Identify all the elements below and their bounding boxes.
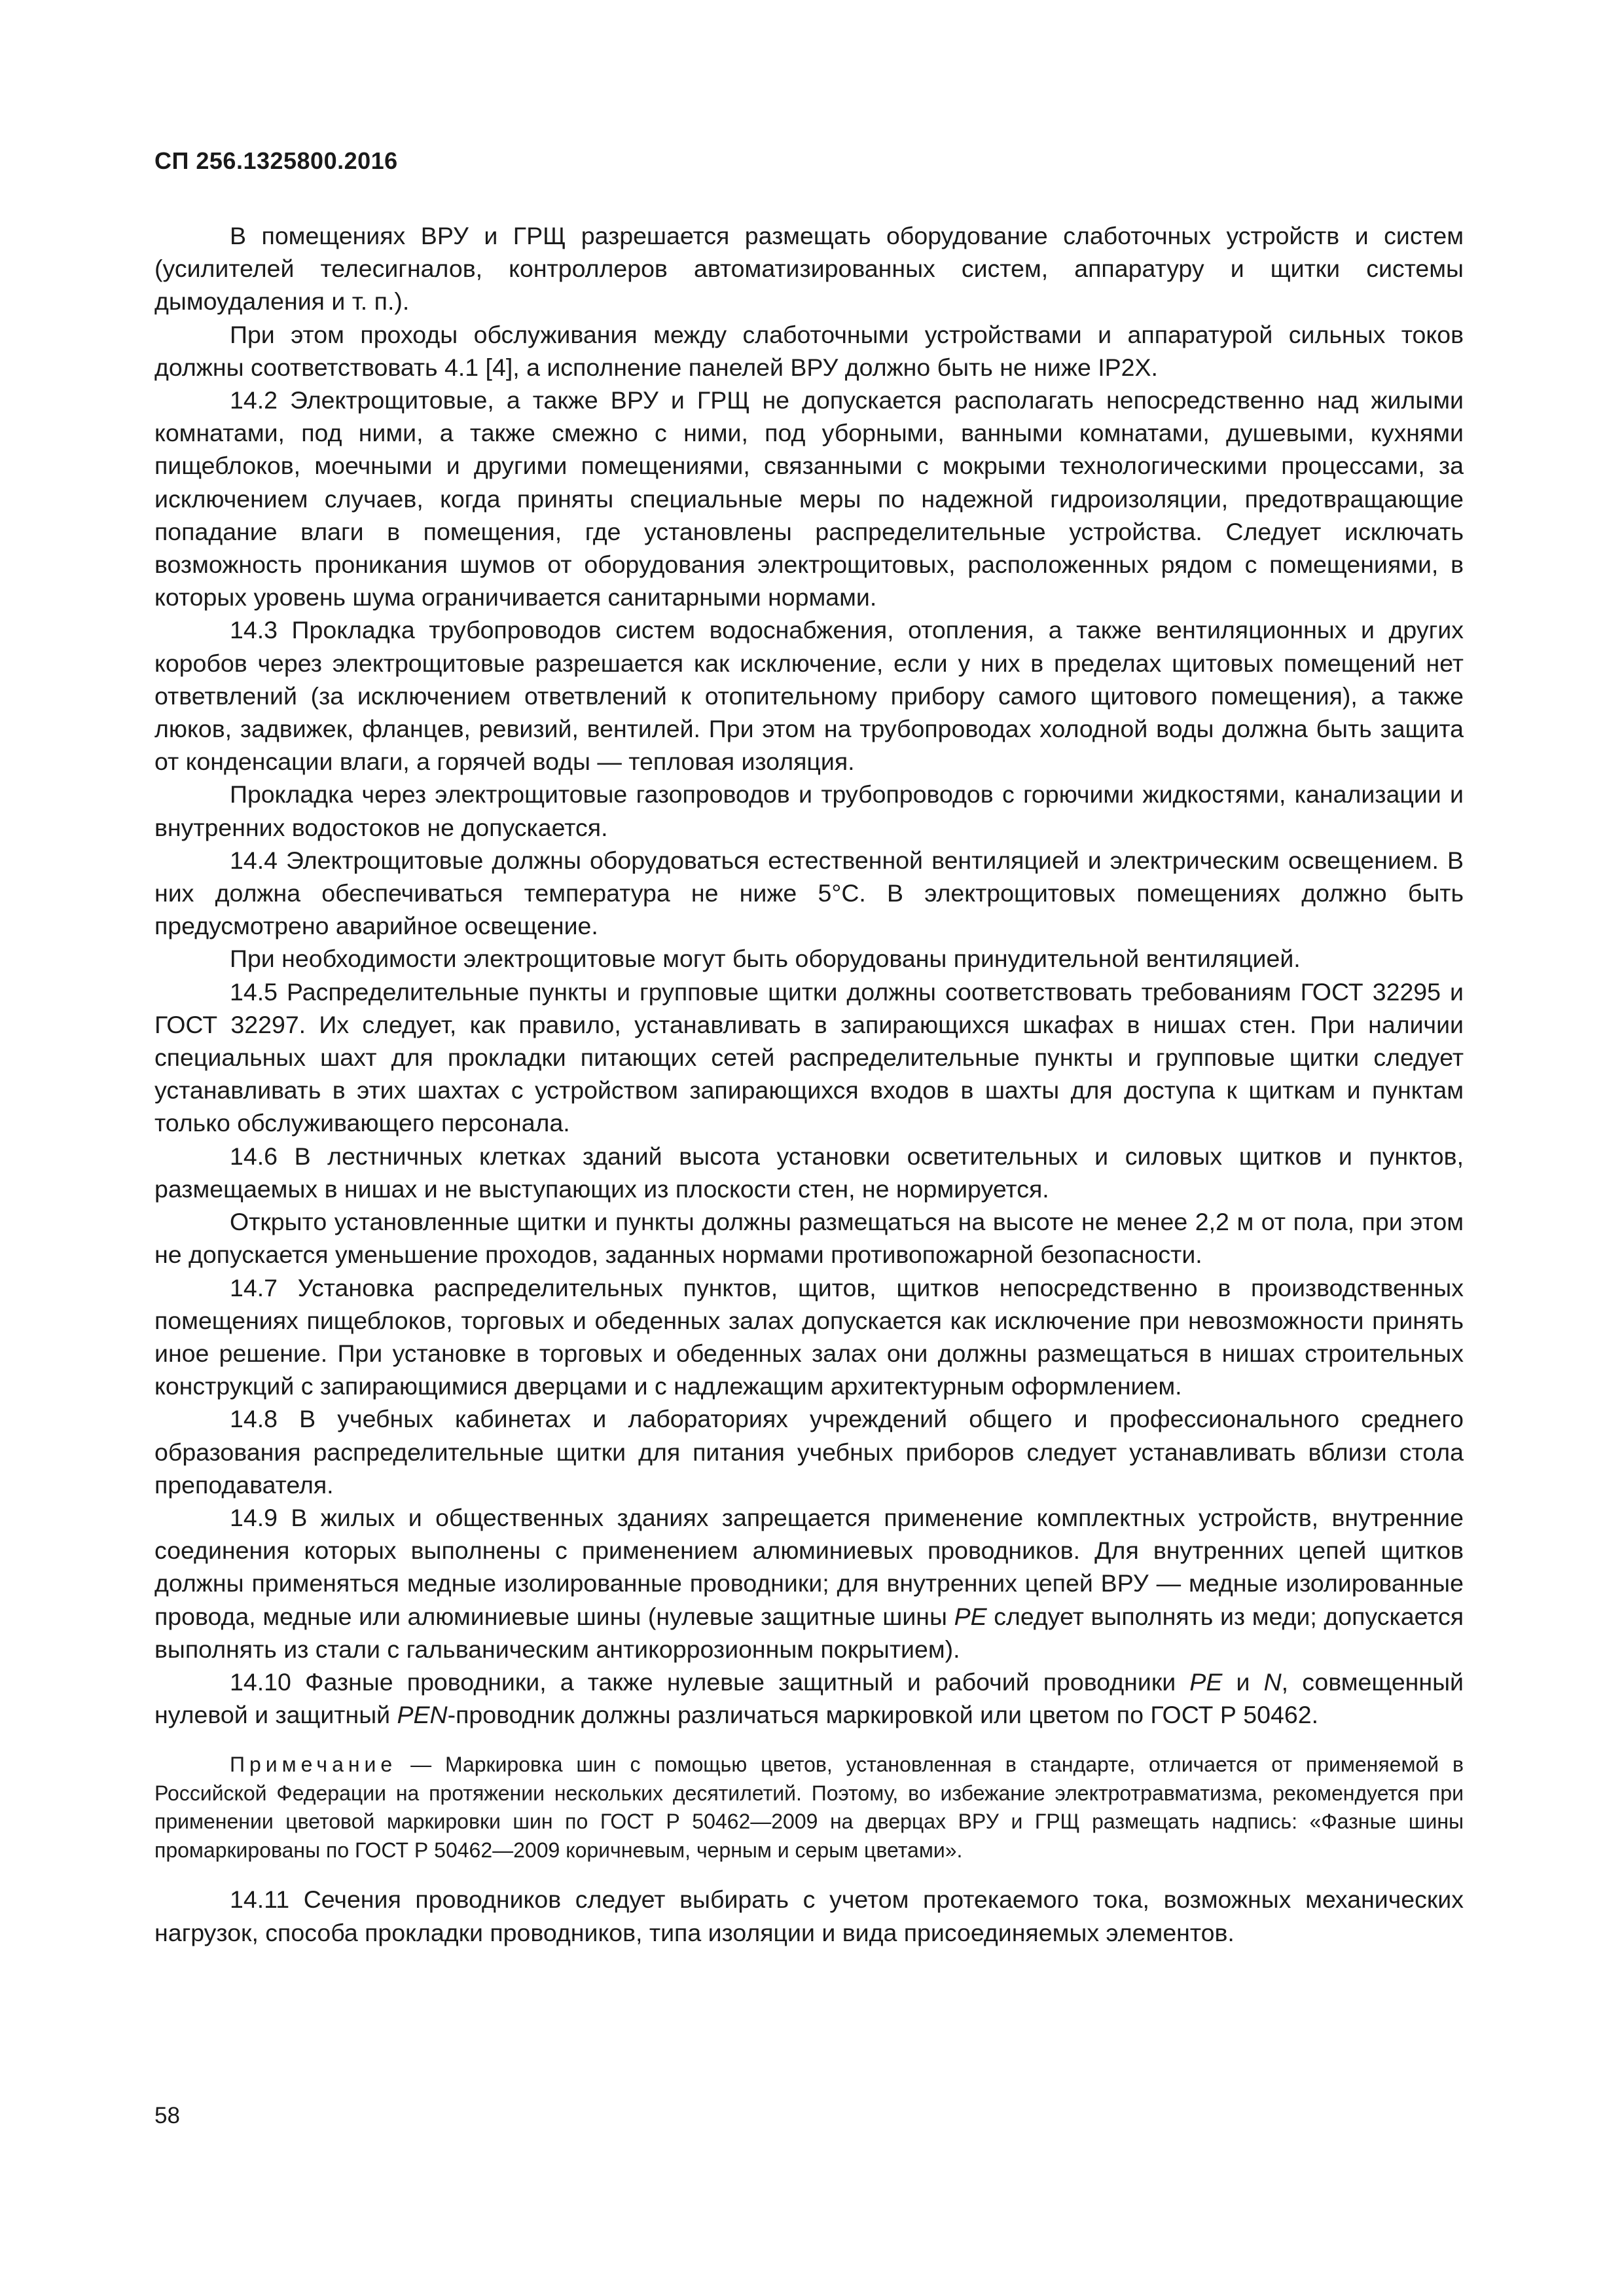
paragraph-14-11: 14.11 Сечения проводников следует выбирать с учетом протекаемого тока, возможных механических нагрузок, способа прокладки проводников, типа изоляции и вида присоединяемых элементов. bbox=[154, 1886, 1464, 1946]
pe-term: PE bbox=[954, 1602, 987, 1630]
paragraph-text: -проводник должны различаться маркировкой или цветом по ГОСТ Р 50462. bbox=[447, 1701, 1318, 1729]
paragraph: При этом проходы обслуживания между слаботочными устройствами и аппаратурой сильных токов должны соответствовать 4.1 [4], а исполнение панелей ВРУ должно быть не ниже IP2X. bbox=[154, 320, 1464, 381]
paragraph: 14.7 Установка распределительных пунктов, щитов, щитков непосредственно в производственных помещениях пищеблоков, торговых и обеденных залах допускается как исключение при невозможности принять иное решение. При установке в торговых и обеденных залах они должны размещаться в нишах строительных конструкций с запирающимися дверцами и с надлежащим архитектурным оформлением. bbox=[154, 1273, 1464, 1400]
paragraph: Прокладка через электрощитовые газопроводов и трубопроводов с горючими жидкостями, канализации и внутренних водостоков не допускается. bbox=[154, 780, 1464, 841]
paragraph-text: 14.10 Фазные проводники, а также нулевые защитный и рабочий проводники bbox=[230, 1667, 1190, 1696]
paragraph-14-10 bbox=[154, 1666, 1464, 1731]
note-text: — Маркировка шин с помощью цветов, установленная в стандарте, отличается от применяемой в Российской Федерации на протяжении нескольких десятилетий. Поэтому, во избежание электротравматизма, рекомендуется при применении цветовой маркировки шин по ГОСТ Р 50462—2009 на дверцах ВРУ и ГРЩ размещать надпись: «Фазные шины промаркированы по ГОСТ Р 50462—2009 коричневым, черным и серым цветами». bbox=[154, 1753, 1464, 1862]
page-number: 58 bbox=[154, 2103, 180, 2128]
paragraph: 14.3 Прокладка трубопроводов систем водоснабжения, отопления, а также вентиляционных и других коробов через электрощитовые разрешается как исключение, если у них в пределах щитовых помещений нет ответвлений (за исключением ответвлений к отопительному прибору самого щитового помещения), а также люков, задвижек, фланцев, ревизий, вентилей. При этом на трубопроводах холодной воды должна быть защита от конденсации влаги, а горячей воды — тепловая изоляция. bbox=[154, 616, 1464, 776]
document-body bbox=[154, 219, 1464, 1949]
paragraph: В помещениях ВРУ и ГРЩ разрешается размещать оборудование слаботочных устройств и систем (усилителей телесигналов, контроллеров автоматизированных систем, аппаратуру и щитки системы дымоудаления и т. п.). bbox=[154, 222, 1464, 316]
note bbox=[154, 1751, 1464, 1865]
paragraph: 14.2 Электрощитовые, а также ВРУ и ГРЩ не допускается располагать непосредственно над жилыми комнатами, под ними, а также смежно с ними, под уборными, ванными комнатами, душевыми, кухнями пищеблоков, моечными и другими помещениями, связанными с мокрыми технологическими процессами, за исключением случаев, когда приняты специальные меры по надежной гидроизоляции, предотвращающие попадание влаги в помещения, где установлены распределительные устройства. Следует исключать возможность проникания шумов от оборудования электрощитовых, расположенных рядом с помещениями, в которых уровень шума ограничивается санитарными нормами. bbox=[154, 386, 1464, 611]
note-label: Примечание bbox=[230, 1753, 397, 1777]
document-code-header: СП 256.1325800.2016 bbox=[154, 147, 398, 174]
paragraph: 14.8 В учебных кабинетах и лабораториях учреждений общего и профессионального среднего образования распределительные щитки для питания учебных приборов следует устанавливать вблизи стола преподавателя. bbox=[154, 1405, 1464, 1499]
paragraph: При необходимости электрощитовые могут быть оборудованы принудительной вентиляцией. bbox=[230, 945, 1301, 973]
paragraph: 14.4 Электрощитовые должны оборудоваться естественной вентиляцией и электрическим освещением. В них должна обеспечиваться температура не ниже 5°C. В электрощитовых помещениях должно быть предусмотрено аварийное освещение. bbox=[154, 846, 1464, 940]
pen-term: PEN bbox=[397, 1701, 448, 1729]
paragraph-text: 14.9 В жилых и общественных зданиях запрещается применение комплектных устройств, внутренние соединения которых выполнены с применением алюминиевых проводников. Для внутренних цепей щитков должны применяться медные изолированные проводники; для внутренних цепей ВРУ — медные изолированные провода, медные или алюминиевые шины (нулевые защитные шины bbox=[154, 1503, 1464, 1630]
n-term: N bbox=[1263, 1667, 1282, 1696]
pe-term: PE bbox=[1189, 1667, 1223, 1696]
paragraph-text: и bbox=[1222, 1667, 1264, 1696]
paragraph-text: следует выполнять из меди; допускается выполнять из стали с гальваническим антикоррозионным покрытием). bbox=[154, 1602, 1464, 1663]
paragraph: 14.5 Распределительные пункты и групповые щитки должны соответствовать требованиям ГОСТ 32295 и ГОСТ 32297. Их следует, как правило, устанавливать в запирающихся шкафах в нишах стен. При наличии специальных шахт для прокладки питающих сетей распределительные пункты и групповые щитки следует устанавливать в этих шахтах с устройством запирающихся входов в шахты для доступа к щиткам и пунктам только обслуживающего персонала. bbox=[154, 977, 1464, 1137]
paragraph: Открыто установленные щитки и пункты должны размещаться на высоте не менее 2,2 м от пола, при этом не допускается уменьшение проходов, заданных нормами противопожарной безопасности. bbox=[154, 1208, 1464, 1269]
paragraph-text: , совмещенный нулевой и защитный bbox=[154, 1667, 1464, 1729]
paragraph: 14.6 В лестничных клетках зданий высота установки осветительных и силовых щитков и пунктов, размещаемых в нишах и не выступающих из плоскости стен, не нормируется. bbox=[154, 1142, 1464, 1203]
paragraph-14-9 bbox=[154, 1501, 1464, 1666]
